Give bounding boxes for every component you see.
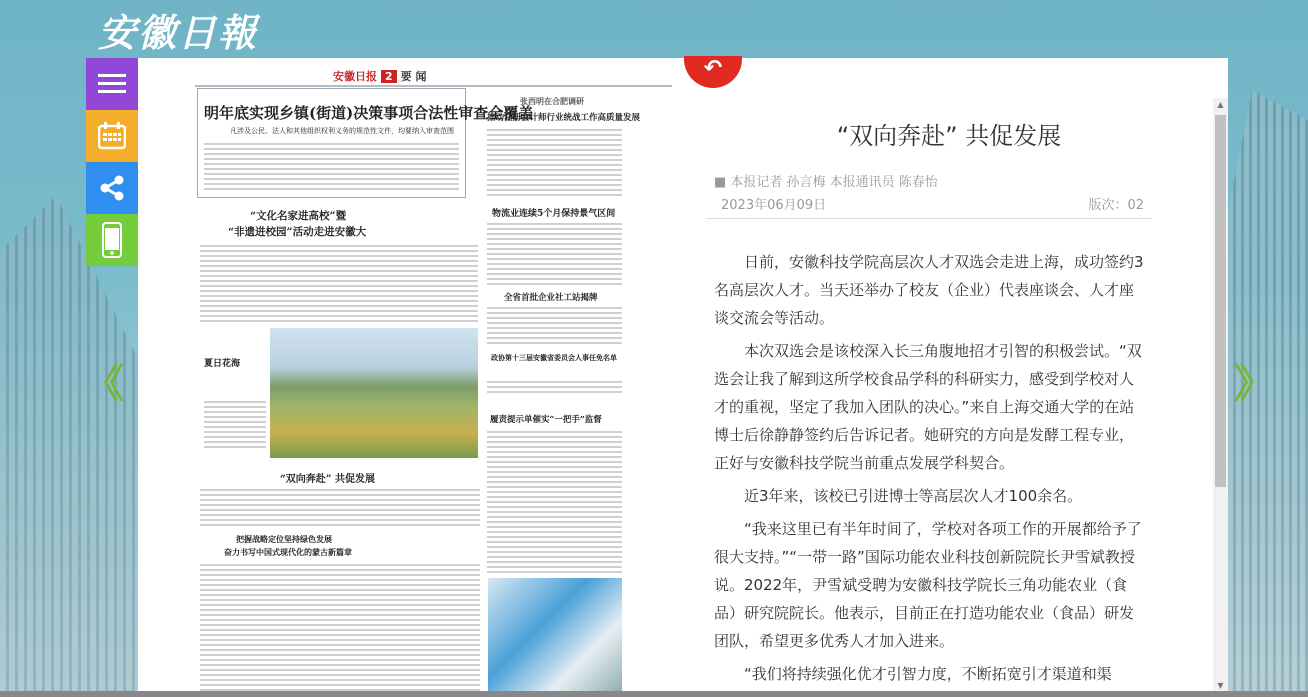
news-headline[interactable]: 推动注册会计师行业统战工作高质量发展 xyxy=(487,113,641,123)
news-headline-current[interactable]: “双向奔赴” 共促发展 xyxy=(280,474,375,485)
article-paragraph: 近3年来，该校已引进博士等高层次人才100余名。 xyxy=(744,487,1083,505)
share-button[interactable] xyxy=(86,162,138,214)
article-scrollbar[interactable] xyxy=(1213,98,1228,692)
news-headline[interactable]: “非遗进校园”活动走进安徽大 xyxy=(228,226,367,238)
article-body xyxy=(714,248,1146,693)
news-headline[interactable]: 张西明在合肥调研 xyxy=(520,96,584,106)
article-paragraph: “我来这里已有半年时间了，学校对各项工作的开展都给予了很大支持。”“一带一路”国际功能农业科技创新院院长尹雪斌教授说。2022年，尹雪斌受聘为安徽科技学院长三角功能农业（食品）研究院院长。他表示，目前正在打造功能农业（食品）研发团队，希望更多优秀人才加入进来。 xyxy=(714,520,1142,650)
article-title: “双向奔赴” 共促发展 xyxy=(836,122,1062,150)
menu-icon xyxy=(98,73,126,95)
site-logo: 安徽日報 xyxy=(98,10,259,55)
next-page-button[interactable]: 》 xyxy=(1234,361,1274,407)
calendar-icon xyxy=(98,122,126,150)
article-panel xyxy=(684,58,1228,697)
article-paragraph: 日前，安徽科技学院高层次人才双选会走进上海，成功签约3名高层次人才。当天还举办了校友（企业）代表座谈会、人才座谈交流会等活动。 xyxy=(714,253,1144,327)
news-headline[interactable]: 履责提示单催实“一把手”监督 xyxy=(490,415,602,425)
news-headline[interactable]: 把握战略定位坚持绿色发展 xyxy=(236,534,332,544)
news-headline[interactable]: 夏日花海 xyxy=(204,359,241,369)
news-subheadline: 凡涉及公民、法人和其他组织权利义务的规范性文件，均要纳入审查范围 xyxy=(230,127,454,135)
article-author: ■ 本报记者 孙言梅 本报通讯员 陈春怡 xyxy=(714,175,938,190)
news-headline[interactable]: “文化名家进高校”暨 xyxy=(250,210,347,222)
mobile-icon xyxy=(102,222,122,258)
news-headline[interactable]: 政协第十三届安徽省委员会人事任免名单 xyxy=(491,353,617,362)
news-headline[interactable]: 奋力书写中国式现代化的蒙古新篇章 xyxy=(224,547,352,557)
scroll-up-icon[interactable]: ▲ xyxy=(1217,100,1224,109)
news-headline[interactable]: 明年底实现乡镇(街道)决策事项合法性审查全覆盖 xyxy=(204,104,534,122)
side-toolbar xyxy=(86,58,138,266)
news-headline[interactable]: 全省首批企业社工站揭牌 xyxy=(504,293,598,303)
calendar-button[interactable] xyxy=(86,110,138,162)
news-photo[interactable] xyxy=(488,578,622,697)
news-headline[interactable]: 物流业连续5个月保持景气区间 xyxy=(492,209,616,219)
mobile-button[interactable] xyxy=(86,214,138,266)
share-icon xyxy=(99,175,125,201)
article-edition: 版次：02 xyxy=(1088,198,1144,213)
article-paragraph: 本次双选会是该校深入长三角腹地招才引智的积极尝试。“双选会让我了解到这所学校食品学科的科研实力，感受到学校对人才的重视，坚定了我加入团队的决心。”来自上海交通大学的在站博士后徐静静签约后告诉记者。她研究的方向是发酵工程专业，正好与安徽科技学院当前重点发展学科契合。 xyxy=(714,342,1142,472)
article-date: 2023年06月09日 xyxy=(721,198,827,213)
newspaper-masthead: 安徽日报 2 要 闻 xyxy=(333,70,427,83)
news-photo[interactable] xyxy=(270,328,478,458)
scrollbar-thumb[interactable] xyxy=(1215,115,1226,487)
newspaper-page[interactable] xyxy=(138,58,684,697)
prev-page-button[interactable]: 《 xyxy=(84,361,124,407)
return-icon: ↶ xyxy=(703,56,723,81)
article-paragraph: “我们将持续强化优才引智力度，不断拓宽引才渠道和渠 xyxy=(744,665,1112,683)
scroll-down-icon[interactable]: ▼ xyxy=(1217,681,1224,690)
menu-button[interactable] xyxy=(86,58,138,110)
